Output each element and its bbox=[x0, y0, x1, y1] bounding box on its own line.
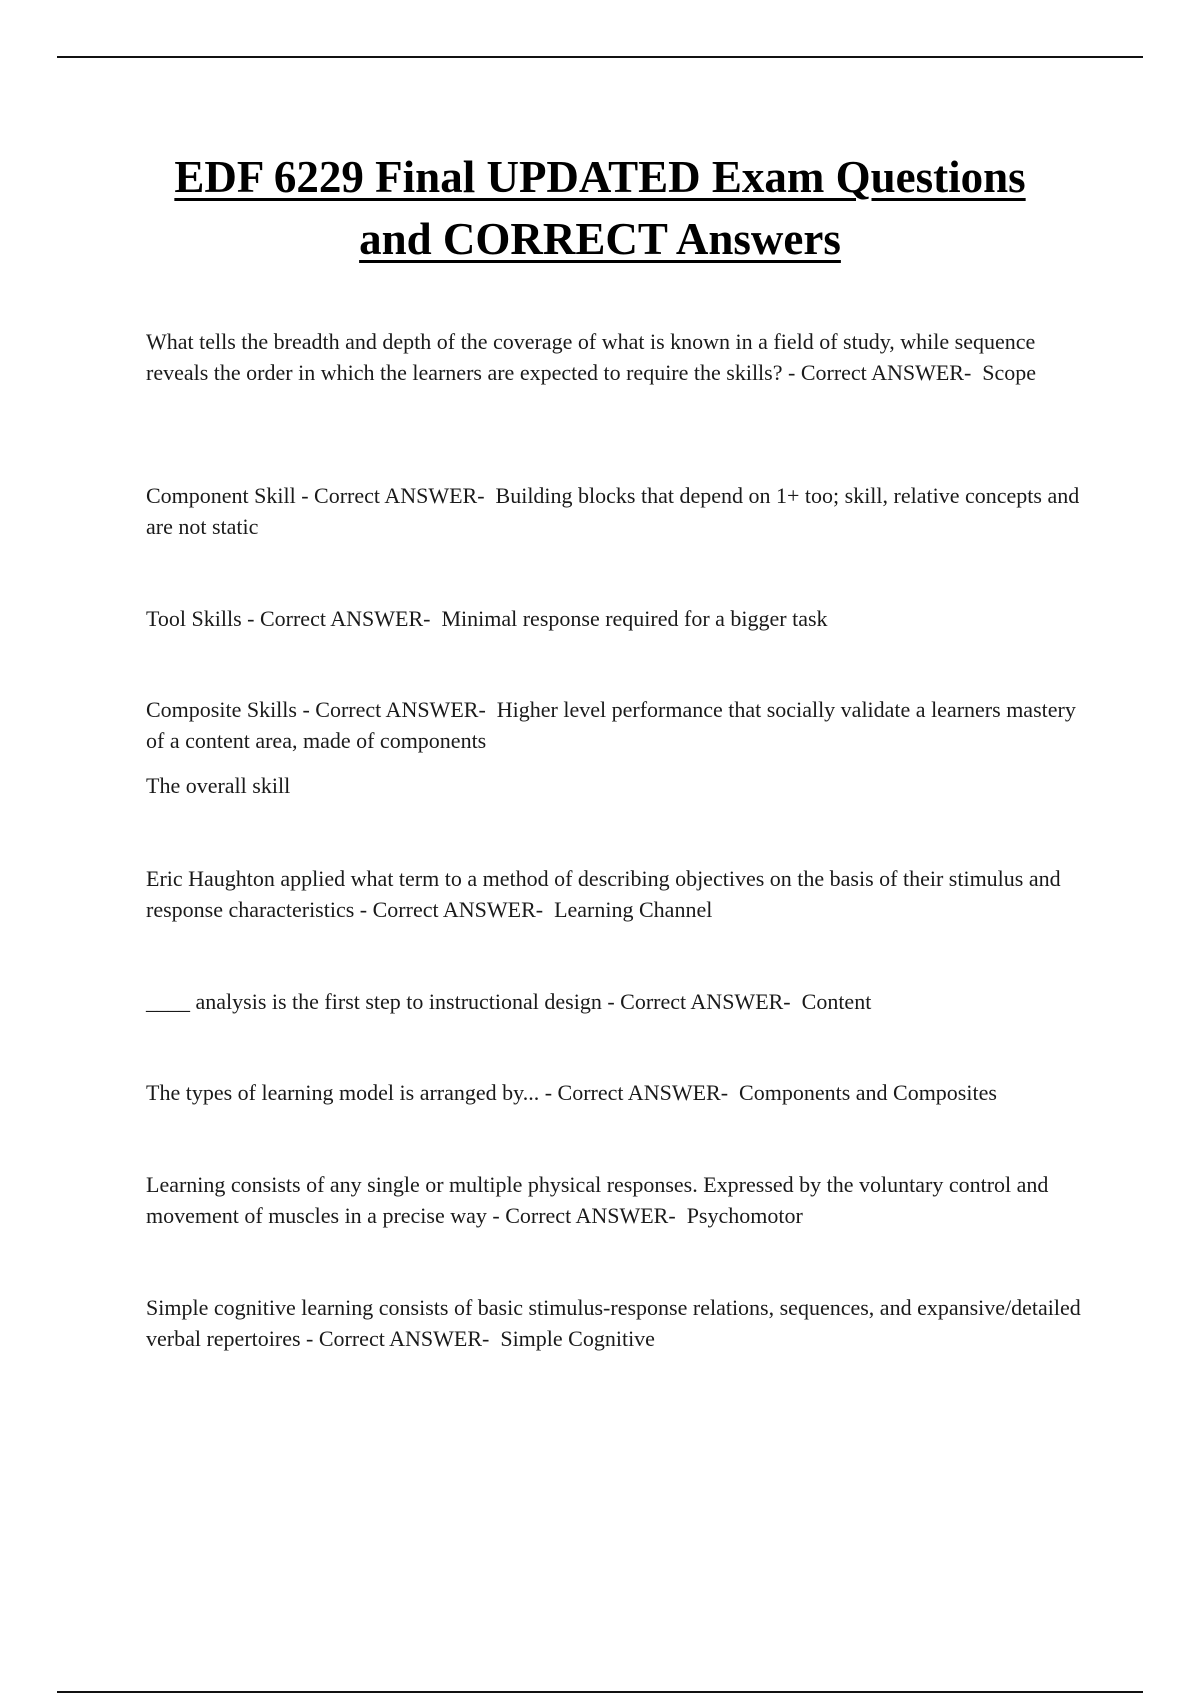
question-text: Simple cognitive learning consists of basic stimulus-response relations, sequences, and expansive/detailed verbal repertoires - Correct ANSWER- bbox=[146, 1295, 1081, 1351]
answer-text: Psychomotor bbox=[686, 1202, 803, 1228]
qa-item-composite-extra: The overall skill bbox=[146, 773, 291, 798]
answer-text: Higher level performance that socially validate a learners mastery of a content area, made of components bbox=[146, 697, 1076, 753]
qa-item-component-skill bbox=[146, 481, 1096, 542]
document-title bbox=[80, 146, 1120, 270]
answer-text: Simple Cognitive bbox=[500, 1325, 655, 1351]
qa-item-content bbox=[146, 987, 1096, 1018]
answer-text: Building blocks that depend on 1+ too; skill, relative concepts and are not static bbox=[146, 483, 1080, 539]
question-text: Learning consists of any single or multiple physical responses. Expressed by the voluntary control and movement of muscles in a precise way - Correct ANSWER- bbox=[146, 1172, 1049, 1228]
question-text: ____ analysis is the first step to instructional design - Correct ANSWER- bbox=[146, 989, 791, 1014]
question-text: Composite Skills - Correct ANSWER- bbox=[146, 697, 486, 722]
qa-item-psychomotor bbox=[146, 1170, 1096, 1231]
qa-item-learning-channel bbox=[146, 864, 1096, 925]
qa-item-simple-cognitive bbox=[146, 1293, 1096, 1354]
question-text: What tells the breadth and depth of the coverage of what is known in a field of study, while sequence reveals the order in which the learners are expected to require the skills? - Correct ANSWER- bbox=[146, 329, 1036, 385]
title-line-2: and CORRECT Answers bbox=[359, 214, 841, 264]
question-text: Eric Haughton applied what term to a method of describing objectives on the basis of their stimulus and response characteristics - Correct ANSWER- bbox=[146, 866, 1061, 922]
title-line-1: EDF 6229 Final UPDATED Exam Questions bbox=[174, 152, 1026, 202]
question-text: Tool Skills - Correct ANSWER- bbox=[146, 606, 431, 631]
qa-item-composite-skills bbox=[146, 695, 1096, 756]
answer-text: Learning Channel bbox=[554, 896, 713, 922]
answer-text: Content bbox=[801, 989, 872, 1014]
answer-text: Components and Composites bbox=[739, 1080, 997, 1105]
question-text: The types of learning model is arranged by... - Correct ANSWER- bbox=[146, 1080, 729, 1105]
answer-text: Minimal response required for a bigger task bbox=[441, 606, 828, 631]
qa-item-tool-skills bbox=[146, 604, 1096, 635]
qa-item-components-composites bbox=[146, 1078, 1096, 1109]
qa-item-scope bbox=[146, 327, 1096, 388]
question-text: Component Skill - Correct ANSWER- bbox=[146, 483, 485, 508]
bottom-divider bbox=[57, 1691, 1143, 1693]
top-divider bbox=[57, 56, 1143, 58]
answer-text: Scope bbox=[982, 359, 1037, 385]
